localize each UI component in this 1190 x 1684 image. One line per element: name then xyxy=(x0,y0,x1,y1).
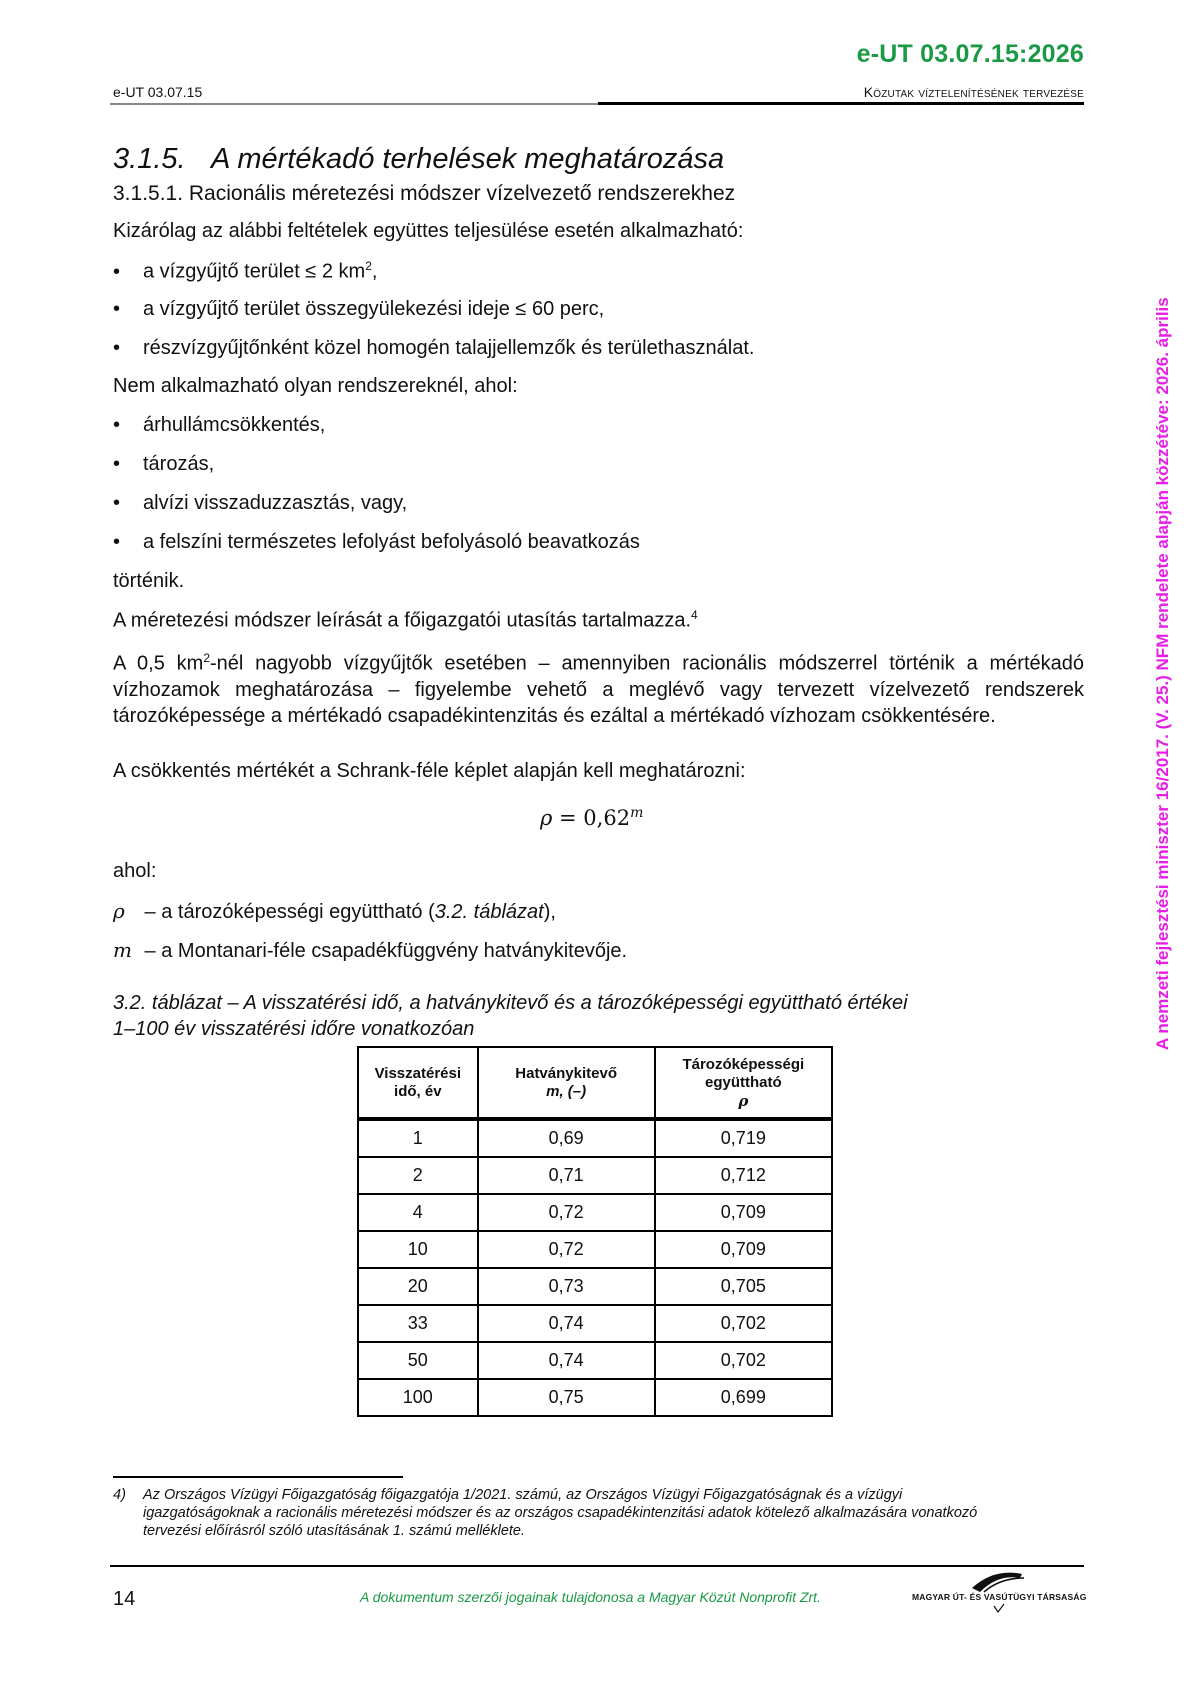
condition-item: • a vízgyűjtő terület ≤ 2 $km^2$, xyxy=(113,259,378,283)
header-rule-left xyxy=(110,103,598,105)
table-caption: 3.2. táblázat – A visszatérési idő, a hatványkitevő és a tározóképességi együttható értékei 1–100 év visszatérési időre vonatkozóan xyxy=(113,992,908,1040)
header-rule-right xyxy=(598,102,1084,105)
bullet-icon: • xyxy=(113,414,121,436)
table-row: 1 0,69 0,719 xyxy=(358,1119,832,1157)
table-reference: 3.2. táblázat xyxy=(434,901,544,923)
bullet-icon: • xyxy=(113,492,121,514)
section-heading xyxy=(113,143,724,176)
section-title: A mértékadó terhelések meghatározása xyxy=(211,143,725,175)
document-code: e-UT 03.07.15:2026 xyxy=(856,40,1084,68)
bullet-icon: • xyxy=(113,453,121,475)
society-logo xyxy=(912,1570,1092,1620)
table-row: 20 0,73 0,705 xyxy=(358,1268,832,1305)
condition-item: • a vízgyűjtő terület összegyülekezési ideje ≤ 60 perc, xyxy=(113,298,605,320)
logo-text: MAGYAR ÚT- ÉS VASÚTÜGYI TÁRSASÁG xyxy=(912,1592,1087,1602)
large-catchment-paragraph: A 0,5 $km^2$-nél nagyobb vízgyűjtők esetében – amennyiben racionális módszerrel történik a mértékadó vízhozamok meghatározása – figyelembe vehető a meglévő vagy tervezett vízelvezető rendszerek tározóképessége a mértékadó csapadékintenzitás és ezáltal a mértékadó vízhozam csökkentésére. xyxy=(113,651,1085,727)
return-period-table xyxy=(357,1046,833,1417)
bullet-icon: • xyxy=(113,531,121,553)
exclusion-item: • a felszíni természetes lefolyást befolyásoló beavatkozás xyxy=(113,531,640,553)
not-applicable-paragraph: Nem alkalmazható olyan rendszereknél, ahol: xyxy=(113,375,518,397)
where-label: ahol: xyxy=(113,860,157,882)
exclusion-item: • alvízi visszaduzzasztás, vagy, xyxy=(113,492,408,514)
bullet-icon: • xyxy=(113,298,121,320)
definition-rho: ρ – a tározóképességi együttható (3.2. táblázat), xyxy=(113,899,556,923)
copyright-notice: A dokumentum szerzői jogainak tulajdonosa a Magyar Közút Nonprofit Zrt. xyxy=(360,1589,821,1605)
definition-m: m – a Montanari-féle csapadékfüggvény hatványkitevője. xyxy=(113,938,628,962)
subsection-heading: 3.1.5.1. Racionális méretezési módszer vízelvezető rendszerekhez xyxy=(113,182,736,205)
column-header-storage-coefficient: Tározóképességi együttható ρ xyxy=(655,1047,832,1119)
section-number: 3.1.5. xyxy=(113,143,186,175)
exclusion-item: • árhullámcsökkentés, xyxy=(113,414,326,436)
table-row: 10 0,72 0,709 xyxy=(358,1231,832,1268)
running-header-left: e-UT 03.07.15 xyxy=(113,84,203,100)
running-header-right: Közutak víztelenítésének tervezése xyxy=(863,84,1084,100)
intro-paragraph: Kizárólag az alábbi feltételek együttes teljesülése esetén alkalmazható: xyxy=(113,220,744,242)
table-row: 33 0,74 0,702 xyxy=(358,1305,832,1342)
column-header-exponent: Hatványkitevő m, (–) xyxy=(478,1047,655,1119)
page-number: 14 xyxy=(113,1588,136,1610)
publication-side-note: A nemzeti fejlesztési miniszter 16/2017. (V. 25.) NFM rendelete alapján közzétéve: 2026. április xyxy=(1153,297,1172,1050)
table-row: 50 0,74 0,702 xyxy=(358,1342,832,1379)
bullet-icon: • xyxy=(113,260,121,283)
footer-rule xyxy=(110,1565,1084,1567)
condition-item: • részvízgyűjtőnként közel homogén talajjellemzők és területhasználat. xyxy=(113,337,755,359)
road-arc-icon xyxy=(964,1566,1034,1614)
exclusion-end: történik. xyxy=(113,570,185,592)
footnote-number: 4) xyxy=(113,1487,126,1503)
footnote xyxy=(113,1486,1013,1540)
table-row: 2 0,71 0,712 xyxy=(358,1157,832,1194)
schrank-formula: $\rho = 0,62^m$ xyxy=(540,805,644,830)
table-row: 100 0,75 0,699 xyxy=(358,1379,832,1416)
column-header-return-period: Visszatérési idő, év xyxy=(358,1047,478,1119)
footnote-rule xyxy=(113,1476,403,1478)
method-reference: A méretezési módszer leírását a főigazgatói utasítás tartalmazza.$^4$ xyxy=(113,608,698,632)
table-row: 4 0,72 0,709 xyxy=(358,1194,832,1231)
exclusion-item: • tározás, xyxy=(113,453,215,475)
footnote-ref[interactable]: 4 xyxy=(691,608,698,622)
bullet-icon: • xyxy=(113,337,121,359)
footnote-text: Az Országos Vízügyi Főigazgatóság főigazgatója 1/2021. számú, az Országos Vízügyi Főigazgatóságnak és a vízügyi igazgatóságoknak a racionális méretezési módszer és az országos csapadékintenzitási adatok kötelező alkalmazására vonatkozó tervezési előírásról szóló utasításának 1. számú melléklete. xyxy=(143,1487,978,1539)
schrank-paragraph: A csökkentés mértékét a Schrank-féle képlet alapján kell meghatározni: xyxy=(113,760,746,782)
table-header-row xyxy=(358,1047,832,1119)
